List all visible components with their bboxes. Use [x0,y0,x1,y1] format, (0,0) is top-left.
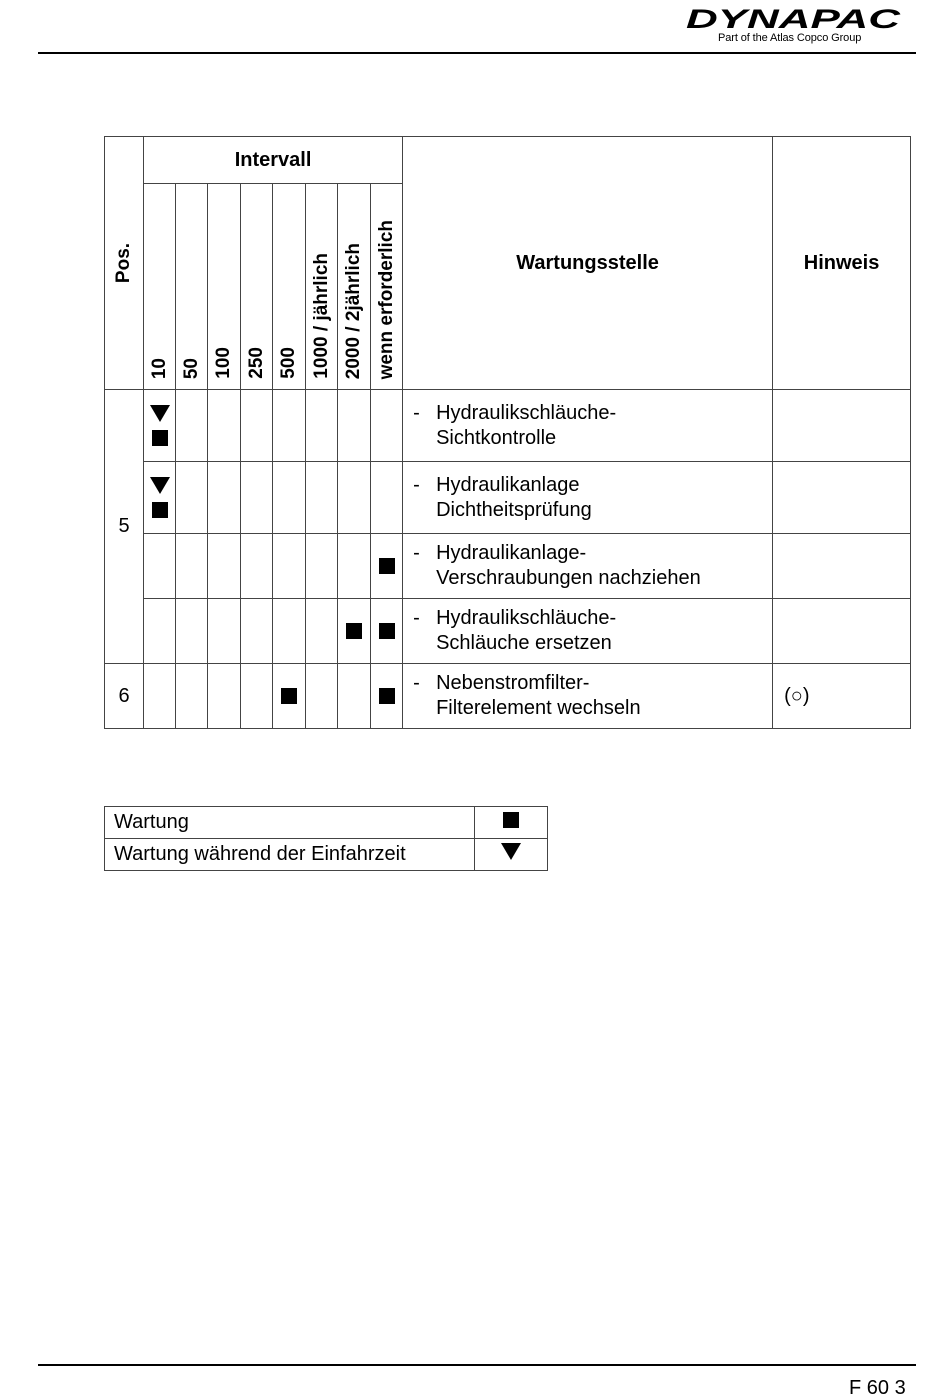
interval-cell [273,599,306,664]
legend-row [105,807,548,839]
interval-cell [338,390,371,462]
interval-cell [306,599,338,664]
service-point-line: Nebenstromfilter- [436,672,590,694]
square-marker-icon [503,812,519,828]
service-point-line: Hydraulikschläuche- [436,607,617,629]
interval-label: wenn erforderlich [375,219,397,379]
service-point-line: Hydraulikanlage [436,473,580,496]
note-header: Hinweis [773,137,911,390]
interval-cell [144,390,176,462]
interval-column-header [144,184,176,390]
list-dash: - [413,672,420,694]
table-row [105,599,911,664]
square-marker-icon [379,558,395,574]
service-point-line: Schläuche ersetzen [436,632,612,654]
header-rule [38,52,916,54]
legend-table [104,806,548,871]
table-row [105,664,911,729]
pos-header-label: Pos. [113,242,134,284]
service-point-cell [403,462,773,534]
note-cell [773,390,911,462]
interval-cell [176,462,208,534]
interval-cell [306,664,338,729]
interval-cell [208,664,241,729]
list-dash: - [413,473,420,496]
square-marker-icon [379,688,395,704]
interval-cell [144,462,176,534]
note-cell [773,599,911,664]
legend-label: Wartung [105,807,475,839]
brand-tagline: Part of the Atlas Copco Group [718,32,862,44]
list-dash: - [413,607,420,629]
interval-cell [338,599,371,664]
interval-cell [371,664,403,729]
interval-cell [241,390,273,462]
service-point-line: Verschraubungen nachziehen [436,567,701,589]
interval-cell [273,462,306,534]
table-row [105,534,911,599]
service-point-cell [403,534,773,599]
list-dash: - [413,542,420,564]
interval-cell [338,462,371,534]
interval-cell [176,534,208,599]
legend-symbol-triangle [475,839,548,871]
interval-cell [144,664,176,729]
square-marker-icon [152,430,168,446]
interval-cell [176,664,208,729]
interval-cell [338,664,371,729]
interval-cell [176,390,208,462]
maintenance-table [104,136,911,729]
brand-name: DYNAPAC [686,5,901,31]
interval-cell [208,599,241,664]
interval-column-header [371,184,403,390]
interval-cell [338,534,371,599]
table-row [105,390,911,462]
legend-symbol-square [475,807,548,839]
triangle-marker-icon [501,843,521,860]
interval-label: 500 [278,347,299,379]
square-marker-icon [152,502,168,518]
pos-cell: 5 [105,390,144,664]
interval-cell [306,462,338,534]
interval-column-header [176,184,208,390]
service-point-line: Dichtheitsprüfung [436,498,592,521]
interval-cell [241,462,273,534]
interval-cell [176,599,208,664]
interval-cell [371,390,403,462]
service-point-line: Hydraulikschläuche- [436,401,617,424]
interval-header: Intervall [144,137,403,184]
service-point-line: Filterelement wechseln [436,697,641,719]
service-point-cell [403,599,773,664]
interval-cell [306,390,338,462]
interval-label: 1000 / jährlich [310,253,332,379]
interval-cell [241,664,273,729]
interval-label: 50 [180,357,202,379]
interval-cell [273,534,306,599]
interval-cell [241,599,273,664]
interval-cell [371,462,403,534]
interval-cell [208,534,241,599]
interval-cell [208,462,241,534]
pos-cell: 6 [105,664,144,729]
interval-column-header [273,184,306,390]
service-point-cell [403,390,773,462]
list-dash: - [413,401,420,424]
service-point-cell [403,664,773,729]
square-marker-icon [346,623,362,639]
legend-label: Wartung während der Einfahrzeit [105,839,475,871]
table-row [105,462,911,534]
interval-cell [241,534,273,599]
interval-cell [273,664,306,729]
note-cell [773,534,911,599]
square-marker-icon [281,688,297,704]
interval-cell [144,599,176,664]
interval-column-header [338,184,371,390]
interval-cell [371,534,403,599]
interval-label: 250 [245,347,267,379]
service-point-line: Hydraulikanlage- [436,542,587,564]
interval-label: 100 [213,347,234,379]
square-marker-icon [379,623,395,639]
interval-cell [144,534,176,599]
triangle-marker-icon [150,477,170,494]
interval-cell [371,599,403,664]
interval-cell [273,390,306,462]
service-point-line: Sichtkontrolle [436,426,557,449]
interval-cell [306,534,338,599]
interval-column-header [306,184,338,390]
service-point-header: Wartungsstelle [403,137,773,390]
triangle-marker-icon [150,405,170,422]
note-cell [773,462,911,534]
interval-cell [208,390,241,462]
interval-column-header [208,184,241,390]
dynapac-logo [686,5,902,31]
interval-column-header [241,184,273,390]
legend-row [105,839,548,871]
pos-header [105,137,144,390]
note-cell: (○) [773,664,911,729]
interval-label: 10 [148,357,170,379]
footer-rule [38,1364,916,1366]
page-number: F 60 3 [849,1377,906,1399]
interval-label: 2000 / 2jährlich [343,242,364,379]
